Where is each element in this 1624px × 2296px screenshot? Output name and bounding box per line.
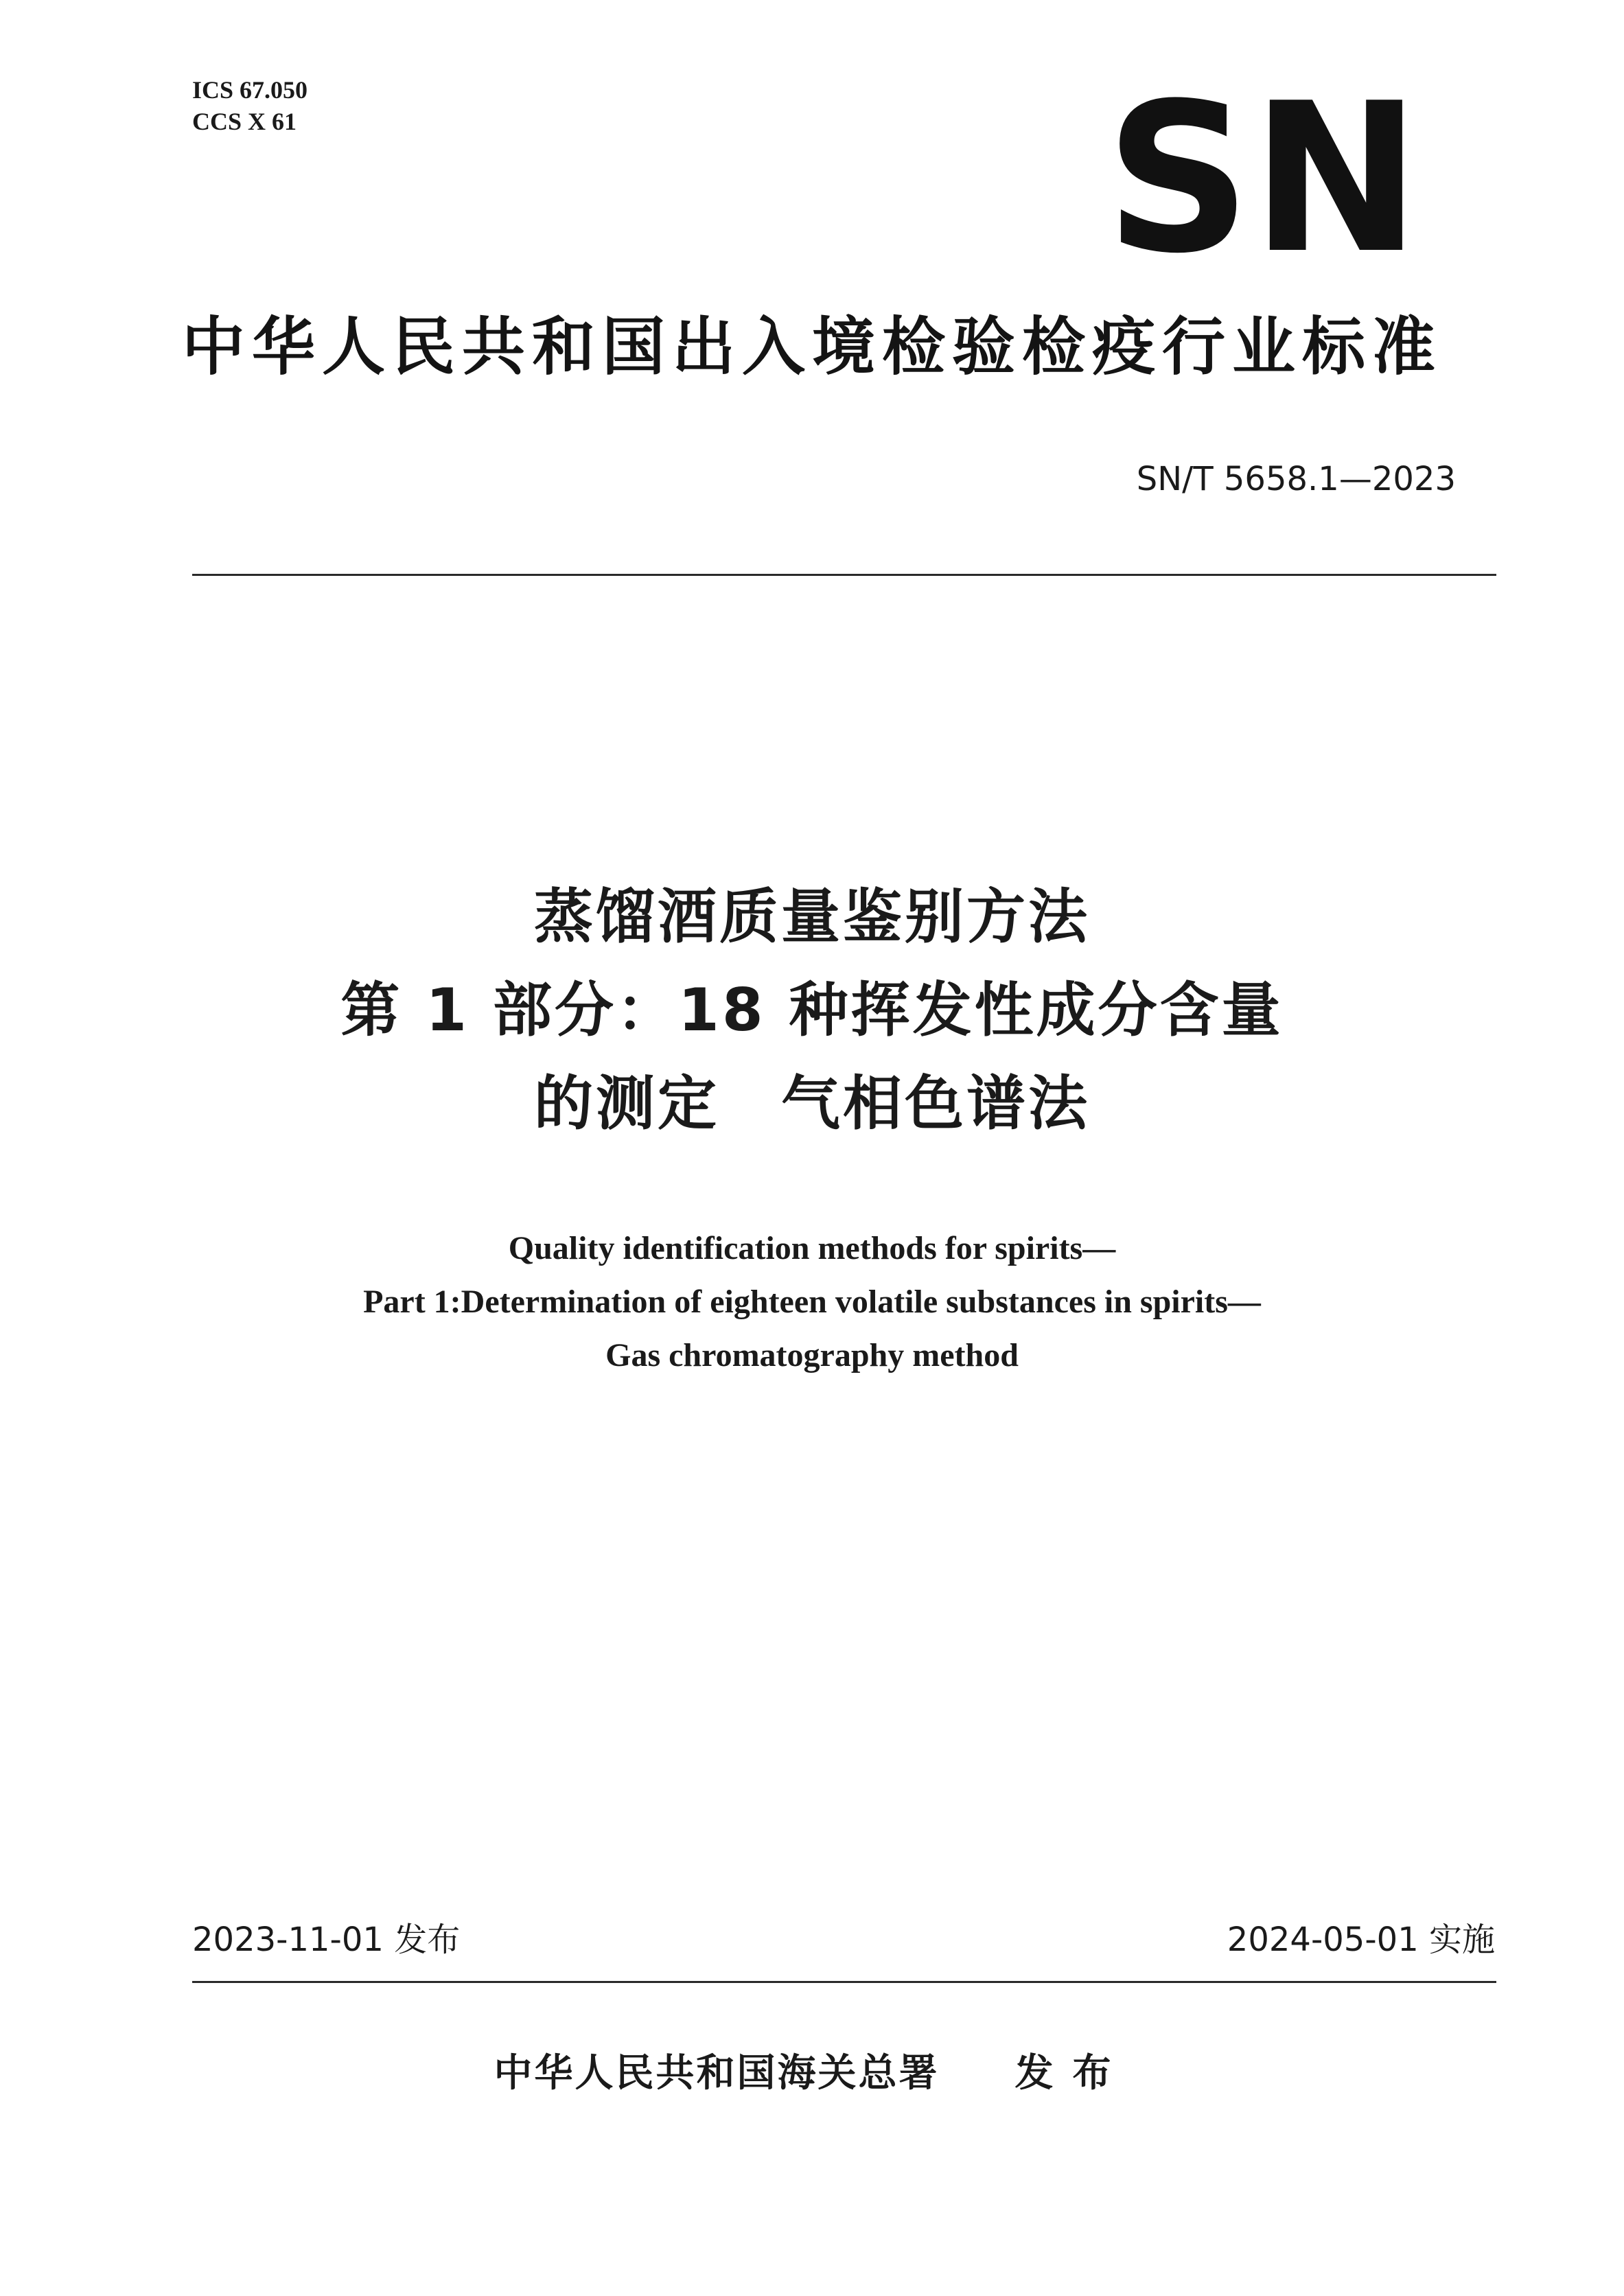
issue-date: 2023-11-01 发布: [192, 1921, 461, 1959]
english-title-line-3: Gas chromatography method: [605, 1337, 1019, 1373]
org-title: 中华人民共和国出入境检验检疫行业标准: [181, 310, 1442, 384]
english-title-line-2: Part 1:Determination of eighteen volatile substances in spirits—: [363, 1284, 1261, 1320]
publisher-action: 发布: [1014, 2051, 1130, 2096]
chinese-title: [0, 870, 1624, 1150]
english-title-line-1: Quality identification methods for spirits—: [508, 1230, 1116, 1266]
sn-logo-text: SN: [1105, 91, 1421, 262]
english-title: [0, 1222, 1624, 1382]
chinese-title-line-1: 蒸馏酒质量鉴别方法: [534, 883, 1090, 951]
standard-number: SN/T 5658.1—2023: [1136, 460, 1456, 498]
chinese-title-line-2: 第 1 部分：18 种挥发性成分含量: [340, 976, 1284, 1045]
classification-codes: [192, 74, 308, 137]
implementation-date: 2024-05-01 实施: [1227, 1921, 1495, 1959]
publisher: [0, 2050, 1624, 2098]
chinese-title-line-3: 的测定 气相色谱法: [534, 1069, 1090, 1138]
ics-code: ICS 67.050: [192, 76, 308, 104]
sn-logo: [1102, 91, 1424, 262]
ccs-code: CCS X 61: [192, 108, 297, 135]
publisher-name: 中华人民共和国海关总署: [494, 2051, 940, 2096]
bottom-divider: [192, 1981, 1496, 1983]
top-divider: [192, 574, 1496, 576]
